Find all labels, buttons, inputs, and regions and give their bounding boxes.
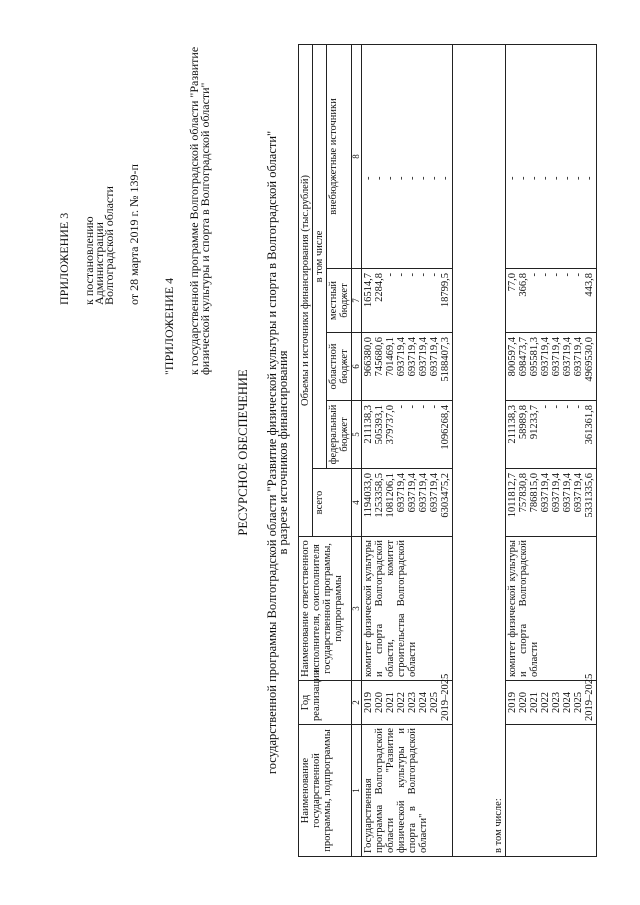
cell-line: - bbox=[540, 405, 551, 409]
years-cell bbox=[506, 673, 597, 725]
cell-line: - bbox=[363, 176, 374, 180]
table-row-program bbox=[362, 44, 453, 856]
header-local: местный бюджет bbox=[327, 269, 352, 333]
table-row-committee bbox=[506, 44, 597, 856]
appendix-4-label: "ПРИЛОЖЕНИЕ 4 bbox=[162, 277, 176, 375]
including-note: в том числе: bbox=[453, 44, 506, 856]
cell-line: 1081206,1 bbox=[385, 473, 396, 518]
cell-line: 693719,4 bbox=[562, 337, 573, 377]
column-index: 3 bbox=[352, 537, 362, 681]
cell-line: 366,8 bbox=[518, 273, 529, 297]
cell-line: 698473,7 bbox=[518, 337, 529, 377]
cell-line: 693719,4 bbox=[396, 473, 407, 513]
cell-line: - bbox=[573, 176, 584, 180]
region-text: Волгоградской области bbox=[102, 186, 116, 305]
offbudget-cell bbox=[506, 44, 597, 268]
cell-line: 5188407,3 bbox=[440, 337, 451, 382]
header-including: в том числе bbox=[313, 44, 327, 468]
cell-line: 2284,8 bbox=[374, 273, 385, 302]
cell-line: 2022 bbox=[396, 692, 407, 713]
cell-line: - bbox=[562, 273, 573, 277]
cell-line: - bbox=[407, 405, 418, 409]
cell-line: - bbox=[518, 176, 529, 180]
cell-line: - bbox=[407, 273, 418, 277]
cell-line: 18799,5 bbox=[440, 273, 451, 308]
resource-table bbox=[298, 44, 597, 857]
cell-line: 693719,4 bbox=[540, 473, 551, 513]
header-regional: областной бюджет bbox=[327, 333, 352, 401]
page-subtitle-1: государственной программы Волгоградской области "Развитие физической культуры и спорта в Волгоградской области" bbox=[265, 130, 279, 775]
cell-line: - bbox=[429, 273, 440, 277]
cell-line: 505393,1 bbox=[374, 405, 385, 445]
cell-line: - bbox=[551, 405, 562, 409]
cell-line: 2019 bbox=[507, 692, 518, 713]
cell-line: - bbox=[562, 405, 573, 409]
header-offbudget: внебюджетные источники bbox=[327, 44, 352, 268]
cell-line: - bbox=[396, 176, 407, 180]
cell-line: - bbox=[551, 273, 562, 277]
executor-cell: комитет физической культуры и спорта Волгоградской области, комитет строительства Волгоградской области bbox=[362, 537, 453, 681]
cell-line: 211138,3 bbox=[363, 405, 374, 444]
column-index: 8 bbox=[352, 44, 362, 268]
administration-text: Администрации bbox=[92, 222, 106, 305]
cell-line: 693719,4 bbox=[429, 473, 440, 513]
cell-line: 693719,4 bbox=[540, 337, 551, 377]
cell-line: 5331335,6 bbox=[584, 473, 595, 518]
cell-line: 693719,4 bbox=[429, 337, 440, 377]
cell-line: 6303475,2 bbox=[440, 473, 451, 518]
cell-line: 58989,8 bbox=[518, 405, 529, 440]
cell-line: 2023 bbox=[407, 692, 418, 713]
federal-cell bbox=[506, 401, 597, 469]
federal-cell bbox=[362, 401, 453, 469]
cell-line: 693719,4 bbox=[407, 337, 418, 377]
column-index: 6 bbox=[352, 333, 362, 401]
cell-line: 757830,8 bbox=[518, 473, 529, 513]
cell-line: - bbox=[507, 176, 518, 180]
program-reference-line-1: к государственной программе Волгоградской области "Развитие bbox=[187, 46, 201, 375]
cell-line: 966380,0 bbox=[363, 337, 374, 377]
executor-cell: комитет физической культуры и спорта Волгоградской области bbox=[506, 537, 597, 681]
cell-line: 2023 bbox=[551, 692, 562, 713]
cell-line: - bbox=[440, 176, 451, 180]
appendix-3-label: ПРИЛОЖЕНИЕ 3 bbox=[57, 212, 71, 305]
total-cell bbox=[506, 469, 597, 537]
header-financing: Объемы и источники финансирования (тыс.рублей) bbox=[299, 44, 313, 536]
cell-line: - bbox=[562, 176, 573, 180]
offbudget-cell bbox=[362, 44, 453, 268]
cell-line: 693719,4 bbox=[418, 337, 429, 377]
cell-line: - bbox=[396, 405, 407, 409]
years-cell bbox=[362, 673, 453, 725]
cell-line: 701469,1 bbox=[385, 337, 396, 377]
header-federal: федеральный бюджет bbox=[327, 401, 352, 469]
regional-cell bbox=[506, 333, 597, 401]
cell-line: 16514,7 bbox=[363, 273, 374, 308]
cell-line: - bbox=[407, 176, 418, 180]
cell-line: - bbox=[418, 405, 429, 409]
cell-line: - bbox=[385, 176, 396, 180]
cell-line: - bbox=[529, 176, 540, 180]
cell-line: 2024 bbox=[418, 692, 429, 713]
column-index: 5 bbox=[352, 401, 362, 469]
cell-line: 379737,0 bbox=[385, 405, 396, 445]
cell-line: 2019–2025 bbox=[584, 673, 595, 721]
cell-line: 693719,4 bbox=[573, 473, 584, 513]
program-name-cell: Государственная программа Волгоградской области "Развитие физической культуры и спорта в Волгоградской области" bbox=[362, 725, 453, 857]
cell-line: - bbox=[573, 273, 584, 277]
cell-line: 4969530,0 bbox=[584, 337, 595, 382]
cell-line: 745680,6 bbox=[374, 337, 385, 377]
cell-line: 2025 bbox=[429, 692, 440, 713]
cell-line: 786815,0 bbox=[529, 473, 540, 513]
page-subtitle-2: в разрезе источников финансирования bbox=[276, 350, 290, 555]
cell-line: 91233,7 bbox=[529, 405, 540, 440]
cell-line: - bbox=[418, 273, 429, 277]
column-index: 2 bbox=[352, 681, 362, 725]
local-cell bbox=[506, 269, 597, 333]
cell-line: 800597,4 bbox=[507, 337, 518, 377]
program-reference-line-2: физической культуры и спорта в Волгоградской области" bbox=[198, 82, 212, 375]
to-resolution-text: к постановлению bbox=[82, 216, 96, 305]
cell-line: - bbox=[418, 176, 429, 180]
local-cell bbox=[362, 269, 453, 333]
resolution-date-number: от 28 марта 2019 г. № 139-п bbox=[127, 164, 141, 305]
cell-line: 2020 bbox=[518, 692, 529, 713]
column-index: 7 bbox=[352, 269, 362, 333]
cell-line: - bbox=[429, 176, 440, 180]
cell-line: 693719,4 bbox=[573, 337, 584, 377]
cell-line: 1194033,0 bbox=[363, 473, 374, 518]
column-index-row bbox=[352, 44, 362, 856]
cell-line: 2021 bbox=[529, 692, 540, 713]
cell-line: - bbox=[551, 176, 562, 180]
header-executor: Наименование ответственного исполнителя, соисполнителя государственной программы, подпрограммы bbox=[299, 537, 352, 681]
cell-line: 361361,8 bbox=[584, 405, 595, 445]
cell-line: 693719,4 bbox=[551, 473, 562, 513]
cell-line: 693719,4 bbox=[551, 337, 562, 377]
total-cell bbox=[362, 469, 453, 537]
column-index: 4 bbox=[352, 469, 362, 537]
cell-line: 695581,3 bbox=[529, 337, 540, 377]
cell-line: 2019–2025 bbox=[440, 673, 451, 721]
cell-line: 2024 bbox=[562, 692, 573, 713]
column-index: 1 bbox=[352, 725, 362, 857]
cell-line: - bbox=[540, 176, 551, 180]
cell-line: 1253358,5 bbox=[374, 473, 385, 518]
cell-line: 2022 bbox=[540, 692, 551, 713]
cell-line: - bbox=[584, 176, 595, 180]
cell-line: 1011812,7 bbox=[507, 473, 518, 518]
cell-line: 693719,4 bbox=[396, 337, 407, 377]
cell-line: 693719,4 bbox=[407, 473, 418, 513]
header-program-name: Наименование государственной программы, подпрограммы bbox=[299, 725, 352, 857]
header-year: Год реализации bbox=[299, 681, 352, 725]
cell-line: - bbox=[385, 273, 396, 277]
regional-cell bbox=[362, 333, 453, 401]
cell-line: 693719,4 bbox=[562, 473, 573, 513]
cell-line: 693719,4 bbox=[418, 473, 429, 513]
cell-line: 2025 bbox=[573, 692, 584, 713]
cell-line: - bbox=[396, 273, 407, 277]
cell-line: 2021 bbox=[385, 692, 396, 713]
table-row-note bbox=[453, 44, 506, 856]
cell-line: - bbox=[540, 273, 551, 277]
cell-line: 2019 bbox=[363, 692, 374, 713]
cell-line: 2020 bbox=[374, 692, 385, 713]
header-total: всего bbox=[313, 469, 352, 537]
page-title: РЕСУРСНОЕ ОБЕСПЕЧЕНИЕ bbox=[236, 369, 250, 536]
cell-line: 1096268,4 bbox=[440, 405, 451, 450]
cell-line: 443,8 bbox=[584, 273, 595, 297]
cell-line: - bbox=[374, 176, 385, 180]
cell-line: - bbox=[429, 405, 440, 409]
cell-line: 77,0 bbox=[507, 273, 518, 292]
cell-line: - bbox=[573, 405, 584, 409]
cell-line: 211138,3 bbox=[507, 405, 518, 444]
cell-line: - bbox=[529, 273, 540, 277]
